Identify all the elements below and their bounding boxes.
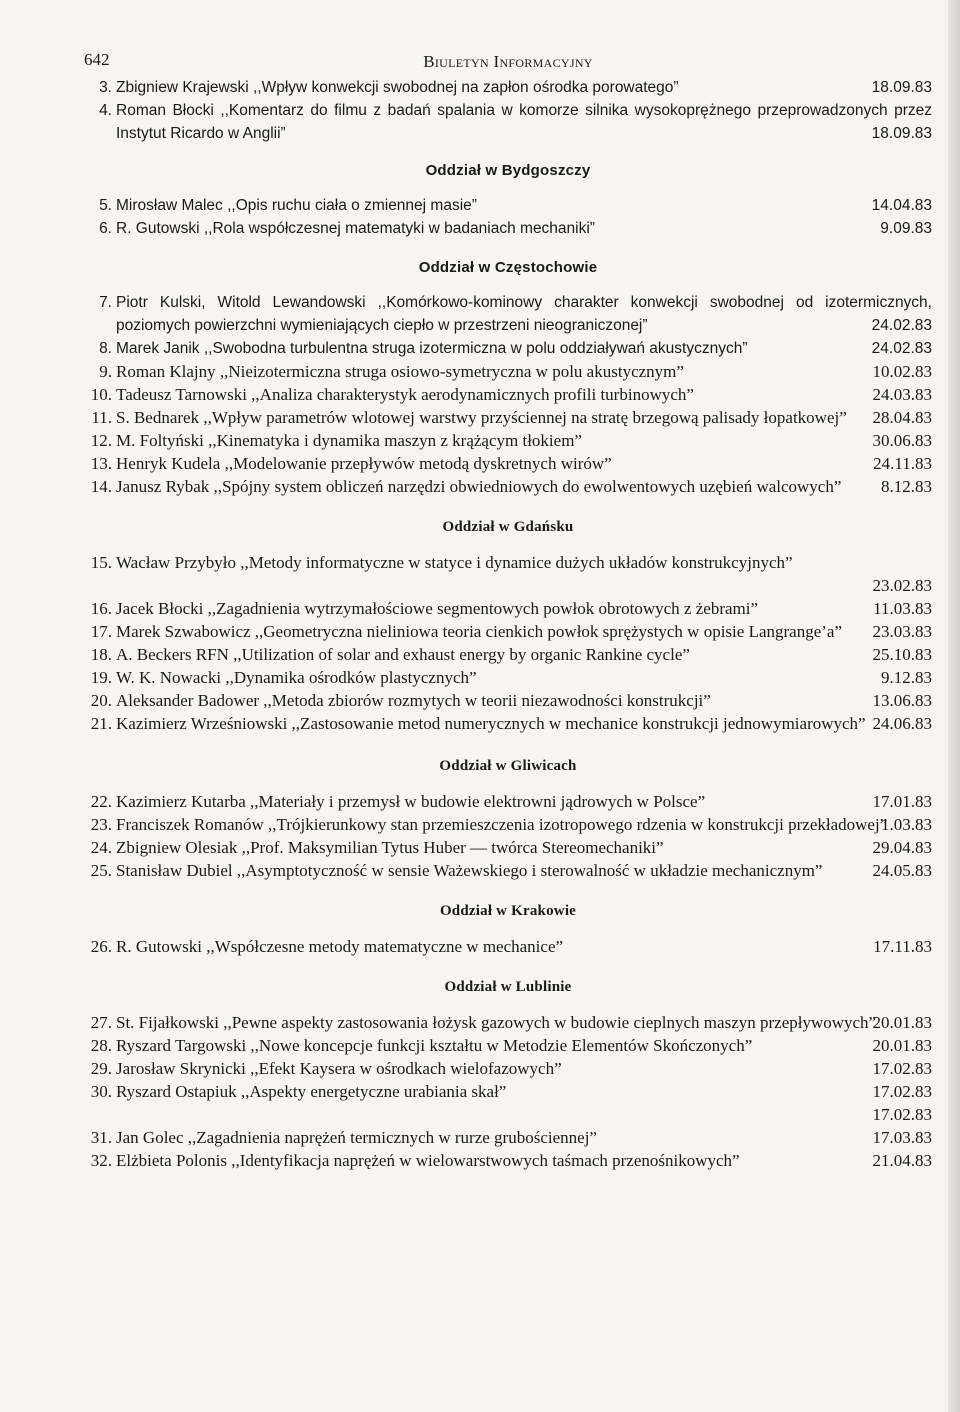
list-item	[84, 813, 932, 836]
item-number: 32.	[90, 1151, 112, 1170]
item-text: Franciszek Romanów ,,Trójkierunkowy stan przemieszczenia izotropowego rdzenia w konstrukcji przekładowej”	[116, 815, 888, 834]
item-text: Stanisław Dubiel ,,Asymptotyczność w sensie Ważewskiego i sterowalność w układzie mechanicznym”	[116, 861, 823, 880]
item-number: 4.	[99, 102, 112, 119]
item-number: 28.	[90, 1036, 112, 1055]
item-text: Roman Błocki ,,Komentarz do filmu z badań spalania w komorze silnika wysokoprężnego przeprowadzonych przez Instytut Ricardo w Anglii”	[116, 102, 932, 142]
list-item	[84, 1126, 932, 1149]
item-date: 23.02.83	[872, 576, 932, 595]
item-date: 9.09.83	[880, 220, 932, 237]
item-date: 14.04.83	[871, 197, 932, 214]
item-number: 25.	[90, 861, 112, 880]
list-item	[84, 291, 932, 337]
item-date: 28.04.83	[872, 408, 932, 427]
item-text: 18.09.83 Zbigniew Krajewski ,,Wpływ konwekcji swobodnej na zapłon ośrodka porowatego”	[116, 76, 932, 99]
item-number: 11.	[91, 408, 112, 427]
item-date: 20.01.83	[872, 1013, 932, 1032]
item-text: 29.04.83 Zbigniew Olesiak ,,Prof. Maksymilian Tytus Huber — twórca Stereomechaniki”	[116, 838, 932, 857]
list-item	[84, 1080, 932, 1126]
section-heading: Oddział w Lublinie	[444, 979, 572, 995]
item-date: 13.06.83	[872, 691, 932, 710]
item-date-second: 17.02.83	[872, 1105, 932, 1124]
item-number: 3.	[99, 79, 112, 96]
list-item	[84, 620, 932, 643]
section-heading: Oddział w Bydgoszczy	[425, 162, 591, 179]
item-number: 26.	[90, 937, 112, 956]
item-text: 13.06.83 Aleksander Badower ,,Metoda zbiorów rozmytych w teorii niezawodności konstrukcji”	[116, 691, 932, 710]
item-date: 24.05.83	[872, 861, 932, 880]
item-text: 21.04.83 Elżbieta Polonis ,,Identyfikacja naprężeń w wielowarstwowych taśmach przenośnikowych”	[116, 1151, 932, 1170]
section-heading: Oddział w Krakowie	[439, 903, 577, 919]
item-date: 17.02.83	[872, 1059, 932, 1078]
item-text: 17.03.83 Jan Golec ,,Zagadnienia naprężeń termicznych w rurze grubościennej”	[116, 1128, 932, 1147]
item-text: Wacław Przybyło ,,Metody informatyczne w statyce i dynamice dużych układów konstrukcyjnych”	[116, 553, 793, 572]
list-item	[84, 1034, 932, 1057]
list-item	[84, 429, 932, 452]
list-item	[84, 1057, 932, 1080]
item-number: 18.	[90, 645, 112, 664]
item-number: 7.	[99, 294, 112, 311]
item-number: 13.	[90, 454, 112, 473]
item-text: St. Fijałkowski ,,Pewne aspekty zastosowania łożysk gazowych w budowie cieplnych maszyn przepływowych”	[116, 1013, 877, 1032]
item-number: 5.	[99, 197, 112, 214]
item-number: 21.	[90, 714, 112, 733]
item-date: 17.02.83	[872, 1082, 932, 1101]
item-text: 17.02.83 Ryszard Ostapiuk ,,Aspekty energetyczne urabiania skał”	[116, 1082, 932, 1101]
item-date: 9.12.83	[881, 668, 932, 687]
item-date: 29.04.83	[872, 838, 932, 857]
item-number: 12.	[90, 431, 112, 450]
item-text: 24.03.83 Tadeusz Tarnowski ,,Analiza charakterystyk aerodynamicznych profili turbinowych”	[116, 385, 932, 404]
item-number: 8.	[99, 340, 112, 357]
item-text: 9.12.83 W. K. Nowacki ,,Dynamika ośrodków plastycznych”	[116, 668, 932, 687]
list-item	[84, 99, 932, 145]
item-date: 24.03.83	[872, 385, 932, 404]
item-date: 17.01.83	[872, 792, 932, 811]
item-number: 31.	[90, 1128, 112, 1147]
item-text: Kazimierz Wrześniowski ,,Zastosowanie metod numerycznych w mechanice konstrukcji jednowymiarowych”	[116, 714, 866, 733]
list-item	[84, 406, 932, 429]
item-date: 20.01.83	[872, 1036, 932, 1055]
item-text: 11.03.83 Jacek Błocki ,,Zagadnienia wytrzymałościowe segmentowych powłok obrotowych z żebrami”	[116, 599, 932, 618]
item-date: 17.03.83	[872, 1128, 932, 1147]
list-item	[84, 859, 932, 882]
list-item	[84, 689, 932, 712]
item-date: 18.09.83	[871, 125, 932, 142]
item-date: 24.06.83	[872, 714, 932, 733]
section-heading: Oddział w Gliwicach	[439, 758, 577, 774]
list-item	[84, 551, 932, 597]
item-text: 30.06.83 M. Foltyński ,,Kinematyka i dynamika maszyn z krążącym tłokiem”	[116, 431, 932, 450]
list-item	[84, 452, 932, 475]
item-date: 24.11.83	[873, 454, 932, 473]
item-text: 25.10.83 A. Beckers RFN ,,Utilization of solar and exhaust energy by organic Rankine cycle”	[116, 645, 932, 664]
item-number: 9.	[99, 362, 112, 381]
item-number: 24.	[90, 838, 112, 857]
item-date: 21.04.83	[872, 1151, 932, 1170]
item-date: 25.10.83	[872, 645, 932, 664]
list-item	[84, 337, 932, 360]
item-date: 10.02.83	[872, 362, 932, 381]
item-text: 17.02.83 Jarosław Skrynicki ,,Efekt Kaysera w ośrodkach wielofazowych”	[116, 1059, 932, 1078]
item-text: 24.02.83 Marek Janik ,,Swobodna turbulentna struga izotermiczna w polu oddziaływań akustycznych”	[116, 337, 932, 360]
item-text: S. Bednarek ,,Wpływ parametrów wlotowej warstwy przyściennej na stratę brzegową palisady łopatkowej”	[116, 408, 847, 427]
item-date: 17.11.83	[873, 937, 932, 956]
lecture-list	[84, 76, 932, 1172]
item-text: 24.11.83 Henryk Kudela ,,Modelowanie przepływów metodą dyskretnych wirów”	[116, 454, 932, 473]
item-number: 19.	[90, 668, 112, 687]
item-text: 17.11.83 R. Gutowski ,,Współczesne metody matematyczne w mechanice”	[116, 937, 932, 956]
item-number: 29.	[90, 1059, 112, 1078]
item-text: 10.02.83 Roman Klajny ,,Nieizotermiczna struga osiowo-symetryczna w polu akustycznym”	[116, 362, 932, 381]
item-number: 22.	[90, 792, 112, 811]
item-date: 30.06.83	[872, 431, 932, 450]
list-item	[84, 194, 932, 217]
item-date: 11.03.83	[873, 599, 932, 618]
item-text: Janusz Rybak ,,Spójny system obliczeń narzędzi obwiedniowych do ewolwentowych uzębień walcowych”	[116, 477, 842, 496]
item-date: 24.02.83	[871, 317, 932, 334]
item-date: 8.12.83	[881, 477, 932, 496]
item-date: 1.03.83	[881, 815, 932, 834]
list-item	[84, 360, 932, 383]
item-text: 20.01.83 Ryszard Targowski ,,Nowe koncepcje funkcji kształtu w Metodzie Elementów Skończonych”	[116, 1036, 932, 1055]
list-item	[84, 475, 932, 498]
item-number: 16.	[90, 599, 112, 618]
item-number: 27.	[90, 1013, 112, 1032]
item-text: 9.09.83 R. Gutowski ,,Rola współczesnej matematyki w badaniach mechaniki”	[116, 217, 932, 240]
item-number: 30.	[90, 1082, 112, 1101]
list-item	[84, 597, 932, 620]
journal-title-text: Biuletyn Informacyjny	[423, 52, 593, 71]
item-number: 10.	[90, 385, 112, 404]
item-date: 23.03.83	[872, 622, 932, 641]
item-number: 20.	[90, 691, 112, 710]
item-text: Marek Szwabowicz ,,Geometryczna nieliniowa teoria cienkich powłok sprężystych w opisie Langrange’a”	[116, 622, 843, 641]
running-head	[84, 50, 932, 72]
list-item	[84, 76, 932, 99]
list-item	[84, 1011, 932, 1034]
list-item	[84, 935, 932, 958]
section-heading: Oddział w Gdańsku	[442, 519, 574, 535]
list-item	[84, 643, 932, 666]
list-item	[84, 836, 932, 859]
page-edge-shadow	[948, 0, 960, 1412]
list-item	[84, 712, 932, 735]
section-heading: Oddział w Częstochowie	[418, 259, 598, 276]
list-item	[84, 790, 932, 813]
journal-title	[84, 52, 932, 72]
item-text: Piotr Kulski, Witold Lewandowski ,,Komórkowo-kominowy charakter konwekcji swobodnej od izotermicznych, poziomych powierzchni wymieniających ciepło w przestrzeni nieograniczonej”	[116, 294, 932, 334]
item-number: 23.	[90, 815, 112, 834]
item-number: 14.	[90, 477, 112, 496]
page-number: 642	[84, 50, 110, 69]
item-number: 15.	[90, 553, 112, 572]
item-date: 24.02.83	[871, 340, 932, 357]
item-date: 18.09.83	[871, 79, 932, 96]
list-item	[84, 1149, 932, 1172]
item-text: 14.04.83 Mirosław Malec ,,Opis ruchu ciała o zmiennej masie”	[116, 194, 932, 217]
item-number: 17.	[90, 622, 112, 641]
item-number: 6.	[99, 220, 112, 237]
list-item	[84, 217, 932, 240]
list-item	[84, 383, 932, 406]
item-text: 17.01.83 Kazimierz Kutarba ,,Materiały i przemysł w budowie elektrowni jądrowych w Polsce”	[116, 792, 932, 811]
list-item	[84, 666, 932, 689]
